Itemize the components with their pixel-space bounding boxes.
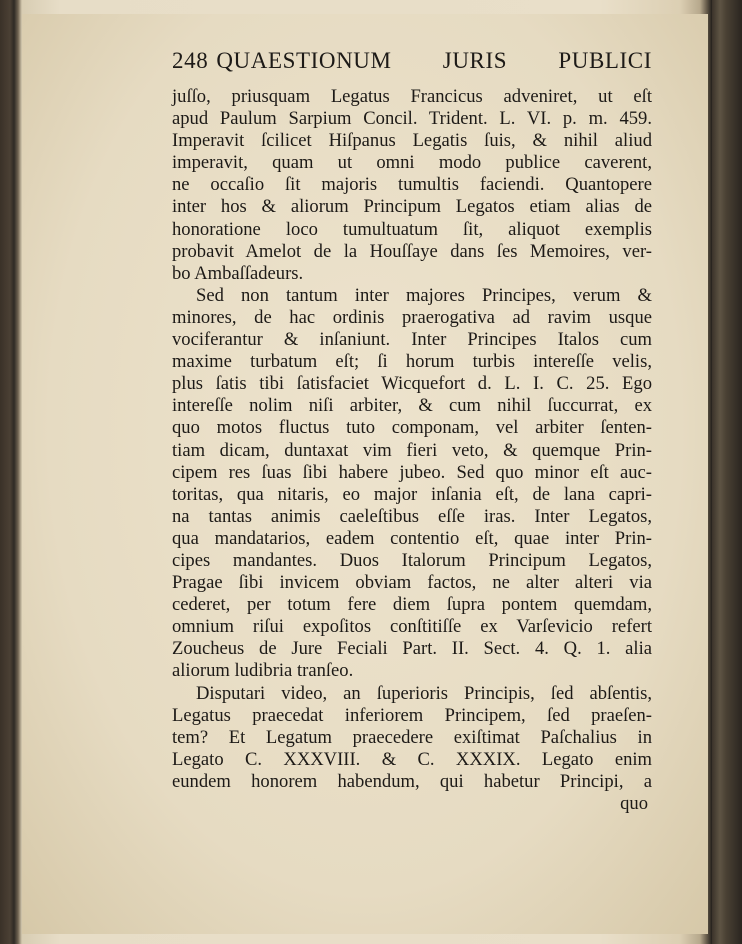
text-line: Legato C. XXXVIII. & C. XXXIX. Legato enim — [172, 748, 652, 770]
text-line: na tantas animis caeleſtibus eſſe iras. Inter Legatos, — [172, 505, 652, 527]
text-line: inter hos & aliorum Principum Legatos etiam alias de — [172, 196, 652, 218]
catchword: quo — [620, 793, 648, 814]
text-line: quo motos fluctus tuto componam, vel arbiter ſenten- — [172, 417, 652, 439]
text-line: eundem honorem habendum, qui habetur Principi, a — [172, 770, 652, 792]
text-line: ne occaſio ſit majoris tumultis faciendi. Quantopere — [172, 174, 652, 196]
text-line: tiam dicam, duntaxat vim fieri veto, & quemque Prin- — [172, 439, 652, 461]
text-line: juſſo, priusquam Legatus Francicus adveniret, ut eſt — [172, 86, 652, 107]
text-line: Sed non tantum inter majores Principes, verum & — [196, 284, 652, 306]
text-line: omnium riſui expoſitos conſtitiſſe ex Varſevicio refert — [172, 616, 652, 638]
text-line: tem? Et Legatum praecedere exiſtimat Paſchalius in — [172, 726, 652, 748]
text-line: toritas, qua nitaris, eo major inſania eſt, de lana capri- — [172, 483, 652, 505]
text-line: cipem res ſuas ſibi habere jubeo. Sed quo minor eſt auc- — [172, 461, 652, 483]
page-number: 248 — [172, 48, 209, 73]
text-line: aliorum ludibria tranſeo. — [172, 660, 354, 682]
text-line: Disputari video, an ſuperioris Principis, ſed abſentis, — [196, 682, 652, 704]
body-text — [172, 86, 652, 793]
running-title: QUAESTIONUM JURIS PUBLICI — [216, 48, 652, 73]
page-text — [172, 48, 652, 815]
text-line: qua mandatarios, eadem contentio eſt, quae inter Prin- — [172, 527, 652, 549]
text-line: apud Paulum Sarpium Concil. Trident. L. VI. p. m. 459. — [172, 108, 652, 130]
text-line: plus ſatis tibi ſatisfaciet Wicquefort d. L. I. C. 25. Ego — [172, 373, 652, 395]
text-line: minores, de hac ordinis praerogativa ad ravim usque — [172, 306, 652, 328]
text-line: cederet, per totum fere diem ſupra pontem quemdam, — [172, 594, 652, 616]
text-line: maxime turbatum eſt; ſi horum turbis intereſſe velis, — [172, 351, 652, 373]
running-head — [172, 48, 652, 86]
text-line: Imperavit ſcilicet Hiſpanus Legatis ſuis, & nihil aliud — [172, 130, 652, 152]
text-line: cipes mandantes. Duos Italorum Principum Legatos, — [172, 549, 652, 571]
text-line: Zoucheus de Jure Feciali Part. II. Sect. 4. Q. 1. alia — [172, 638, 652, 660]
text-line: imperavit, quam ut omni modo publice caverent, — [172, 152, 652, 174]
text-line: honoratione loco tumultuatum ſit, aliquot exemplis — [172, 218, 652, 240]
text-line: intereſſe nolim niſi arbiter, & cum nihil ſuccurrat, ex — [172, 395, 652, 417]
text-line: bo Ambaſſadeurs. — [172, 262, 304, 284]
text-line: probavit Amelot de la Houſſaye dans ſes Memoires, ver- — [172, 240, 652, 262]
text-line: Pragae ſibi invicem obviam factos, ne alter alteri via — [172, 572, 652, 594]
text-line: Legatus praecedat inferiorem Principem, ſed praeſen- — [172, 704, 652, 726]
text-line: vociferantur & inſaniunt. Inter Principes Italos cum — [172, 329, 652, 351]
page-edge — [712, 0, 742, 944]
